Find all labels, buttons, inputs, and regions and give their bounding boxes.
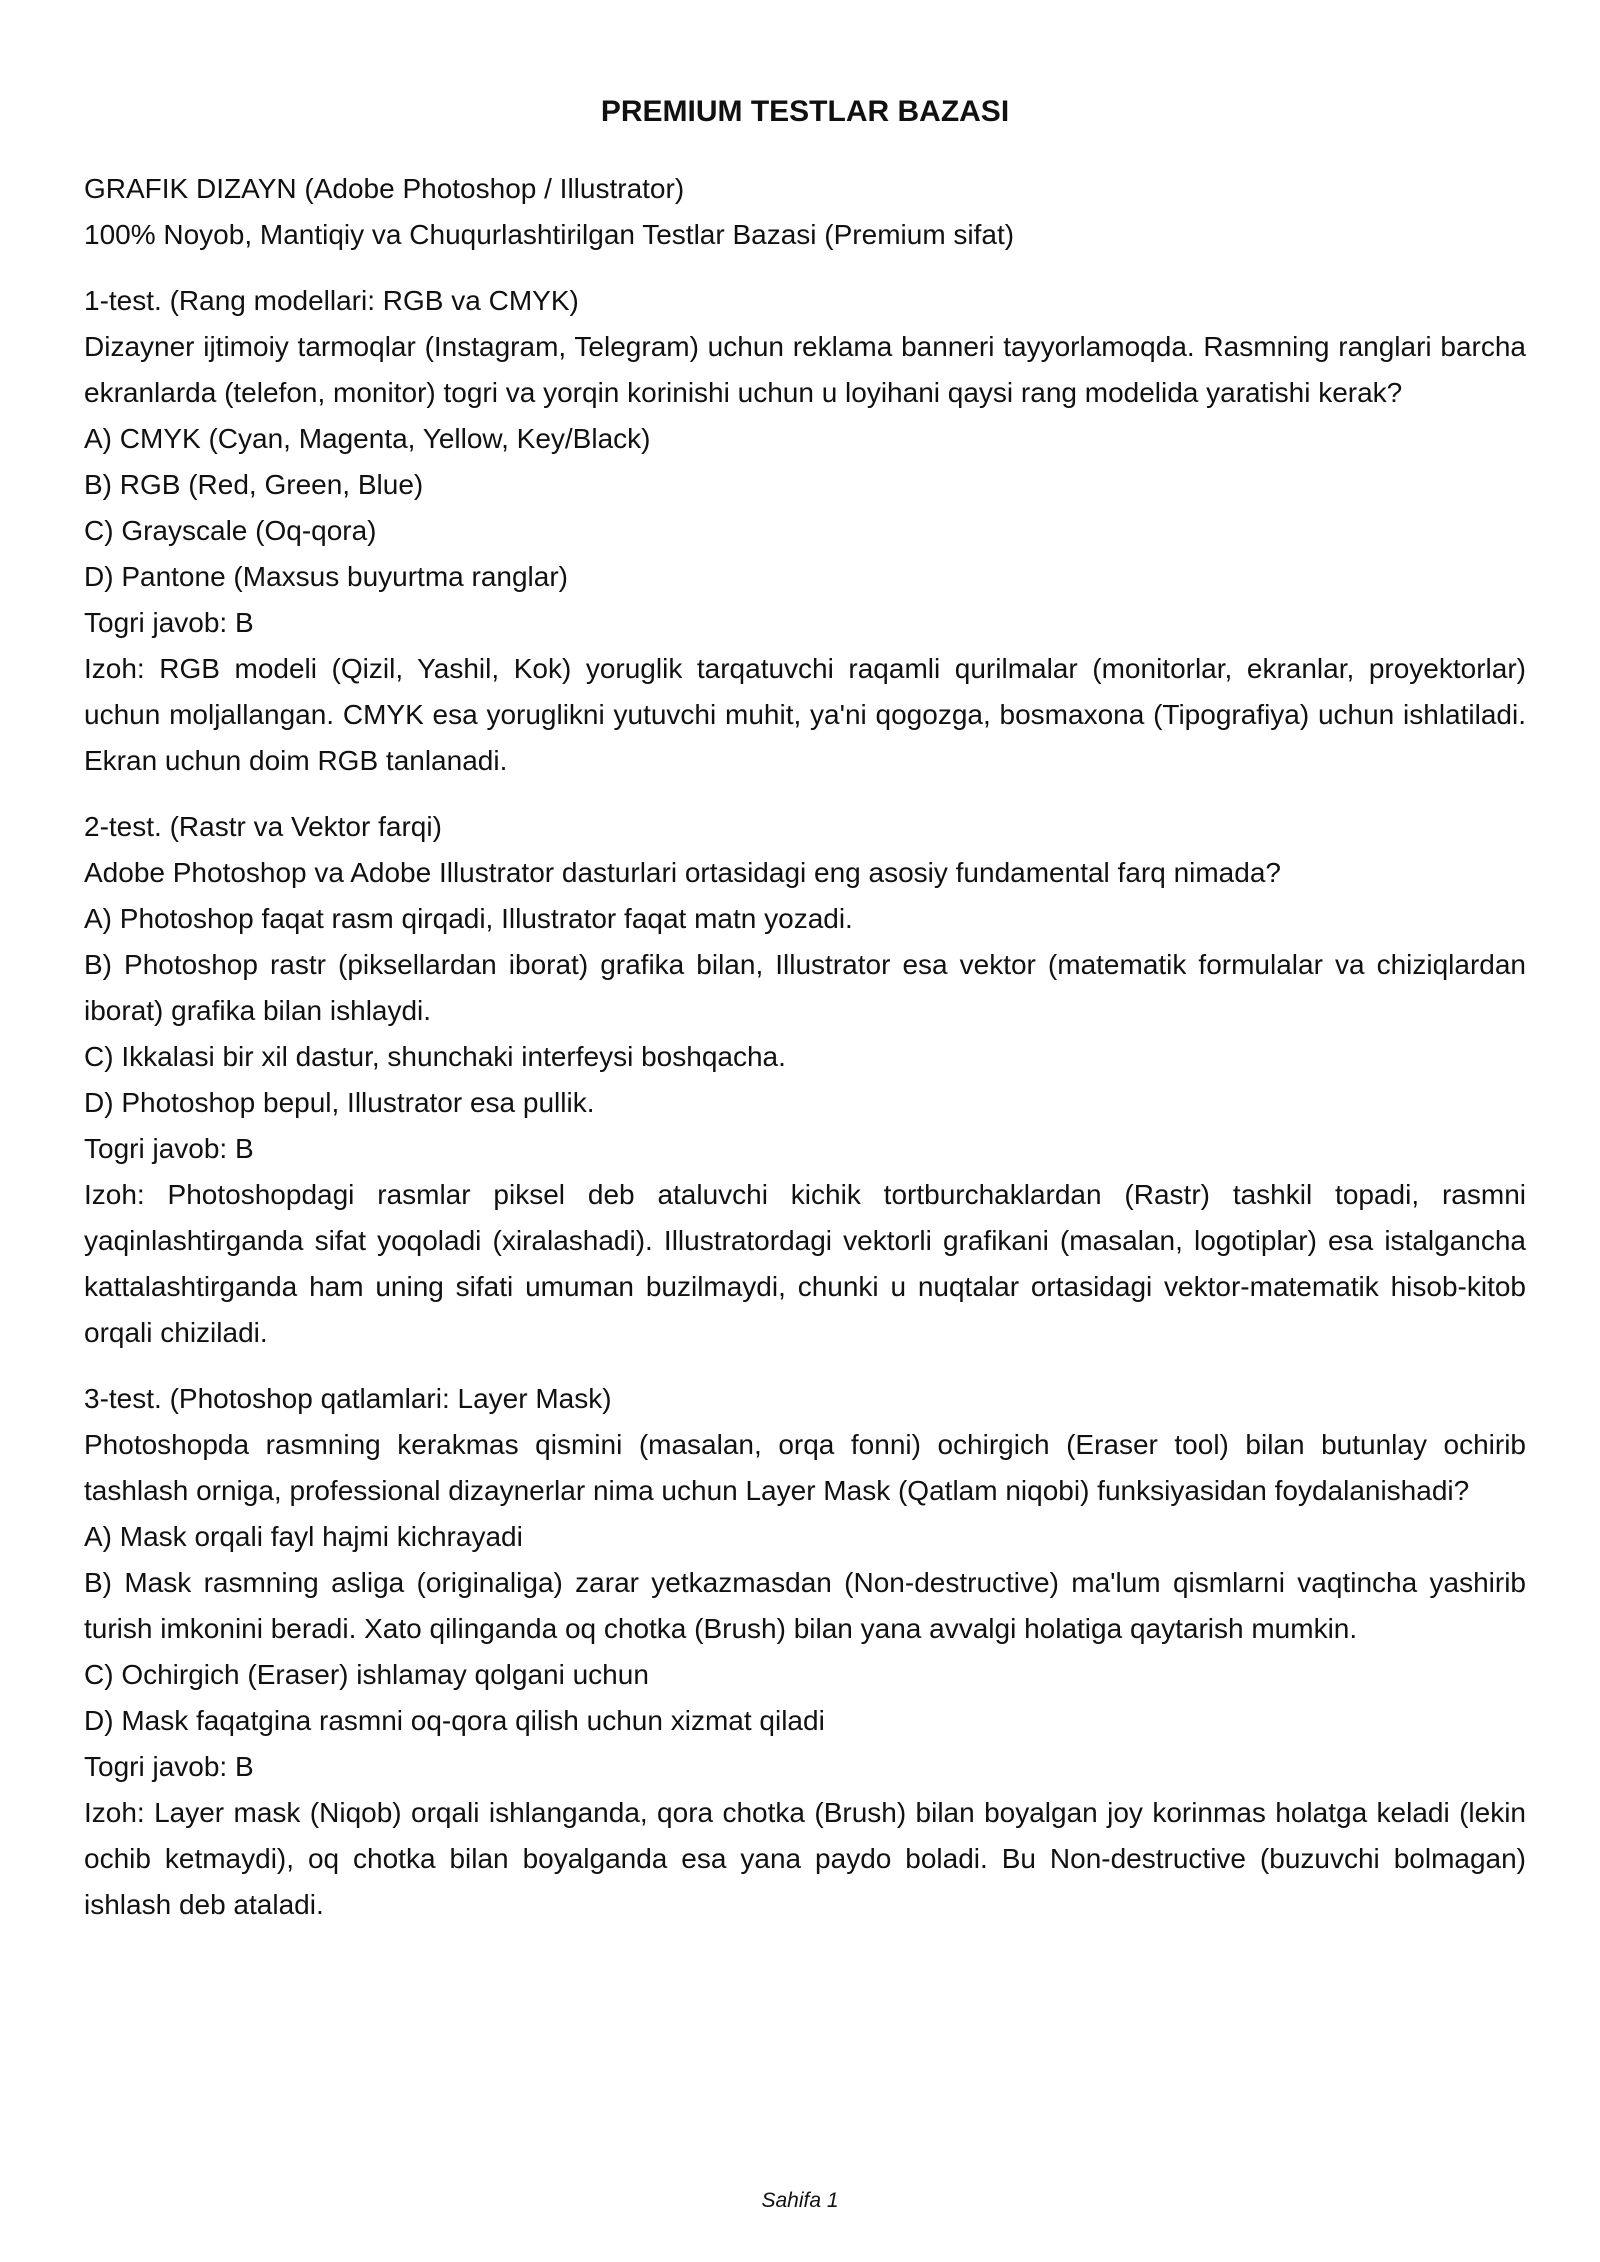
test-option-a: A) CMYK (Cyan, Magenta, Yellow, Key/Black) xyxy=(84,423,651,454)
document-intro xyxy=(84,166,1526,258)
test-option-c: C) Grayscale (Oq-qora) xyxy=(84,515,377,546)
test-heading: 1-test. (Rang modellari: RGB va CMYK) xyxy=(84,285,579,316)
test-option-c: C) Ochirgich (Eraser) ishlamay qolgani uchun xyxy=(84,1659,649,1690)
test-heading: 3-test. (Photoshop qatlamlari: Layer Mask) xyxy=(84,1383,612,1414)
test-option-a: A) Mask orqali fayl hajmi kichrayadi xyxy=(84,1521,523,1552)
test-answer: Togri javob: B xyxy=(84,1133,254,1164)
test-option-b: B) Photoshop rastr (piksellardan iborat) grafika bilan, Illustrator esa vektor (matematik formulalar va chiziqlardan iborat) grafika bilan ishlaydi. xyxy=(84,949,1526,1026)
test-question: Photoshopda rasmning kerakmas qismini (masalan, orqa fonni) ochirgich (Eraser tool) bilan butunlay ochirib tashlash orniga, professional dizaynerlar nima uchun Layer Mask (Qatlam niqobi) funksiyasidan foydalanishadi? xyxy=(84,1429,1526,1506)
test-explanation: Izoh: Layer mask (Niqob) orqali ishlanganda, qora chotka (Brush) bilan boyalgan joy korinmas holatga keladi (lekin ochib ketmaydi), oq chotka bilan boyalganda esa yana paydo boladi. Bu Non-destructive (buzuvchi bolmagan) ishlash deb ataladi. xyxy=(84,1797,1526,1920)
test-question: Dizayner ijtimoiy tarmoqlar (Instagram, Telegram) uchun reklama banneri tayyorlamoqda. Rasmning ranglari barcha ekranlarda (telefon, monitor) togri va yorqin korinishi uchun u loyihani qaysi rang modelida yaratishi kerak? xyxy=(84,331,1526,408)
test-heading: 2-test. (Rastr va Vektor farqi) xyxy=(84,811,442,842)
test-block-1 xyxy=(84,278,1526,784)
page-number: Sahifa 1 xyxy=(761,2189,839,2212)
document-subtitle-course: GRAFIK DIZAYN (Adobe Photoshop / Illustrator) xyxy=(84,173,685,204)
document-subtitle-description: 100% Noyob, Mantiqiy va Chuqurlashtirilgan Testlar Bazasi (Premium sifat) xyxy=(84,219,1015,250)
test-answer: Togri javob: B xyxy=(84,607,254,638)
test-option-d: D) Pantone (Maxsus buyurtma ranglar) xyxy=(84,561,568,592)
test-option-d: D) Photoshop bepul, Illustrator esa pullik. xyxy=(84,1087,595,1118)
document-title: PREMIUM TESTLAR BAZASI xyxy=(600,95,1010,128)
test-explanation: Izoh: Photoshopdagi rasmlar piksel deb ataluvchi kichik tortburchaklardan (Rastr) tashkil topadi, rasmni yaqinlashtirganda sifat yoqoladi (xiralashadi). Illustratordagi vektorli grafikani (masalan, logotiplar) esa istalgancha kattalashtirganda ham uning sifati umuman buzilmaydi, chunki u nuqtalar ortasidagi vektor-matematik hisob-kitob orqali chiziladi. xyxy=(84,1179,1526,1348)
test-answer: Togri javob: B xyxy=(84,1751,254,1782)
test-explanation: Izoh: RGB modeli (Qizil, Yashil, Kok) yoruglik tarqatuvchi raqamli qurilmalar (monitorlar, ekranlar, proyektorlar) uchun moljallangan. CMYK esa yoruglikni yutuvchi muhit, ya'ni qogozga, bosmaxona (Tipografiya) uchun ishlatiladi. Ekran uchun doim RGB tanlanadi. xyxy=(84,653,1526,776)
test-option-b: B) RGB (Red, Green, Blue) xyxy=(84,469,424,500)
test-option-d: D) Mask faqatgina rasmni oq-qora qilish uchun xizmat qiladi xyxy=(84,1705,825,1736)
test-question: Adobe Photoshop va Adobe Illustrator dasturlari ortasidagi eng asosiy fundamental farq nimada? xyxy=(84,857,1281,888)
document-page xyxy=(84,92,1526,1948)
test-block-2 xyxy=(84,804,1526,1356)
test-block-3 xyxy=(84,1376,1526,1928)
test-option-a: A) Photoshop faqat rasm qirqadi, Illustrator faqat matn yozadi. xyxy=(84,903,853,934)
test-option-b: B) Mask rasmning asliga (originaliga) zarar yetkazmasdan (Non-destructive) ma'lum qismlarni vaqtincha yashirib turish imkonini beradi. Xato qilinganda oq chotka (Brush) bilan yana avvalgi holatiga qaytarish mumkin. xyxy=(84,1567,1526,1644)
test-option-c: C) Ikkalasi bir xil dastur, shunchaki interfeysi boshqacha. xyxy=(84,1041,786,1072)
